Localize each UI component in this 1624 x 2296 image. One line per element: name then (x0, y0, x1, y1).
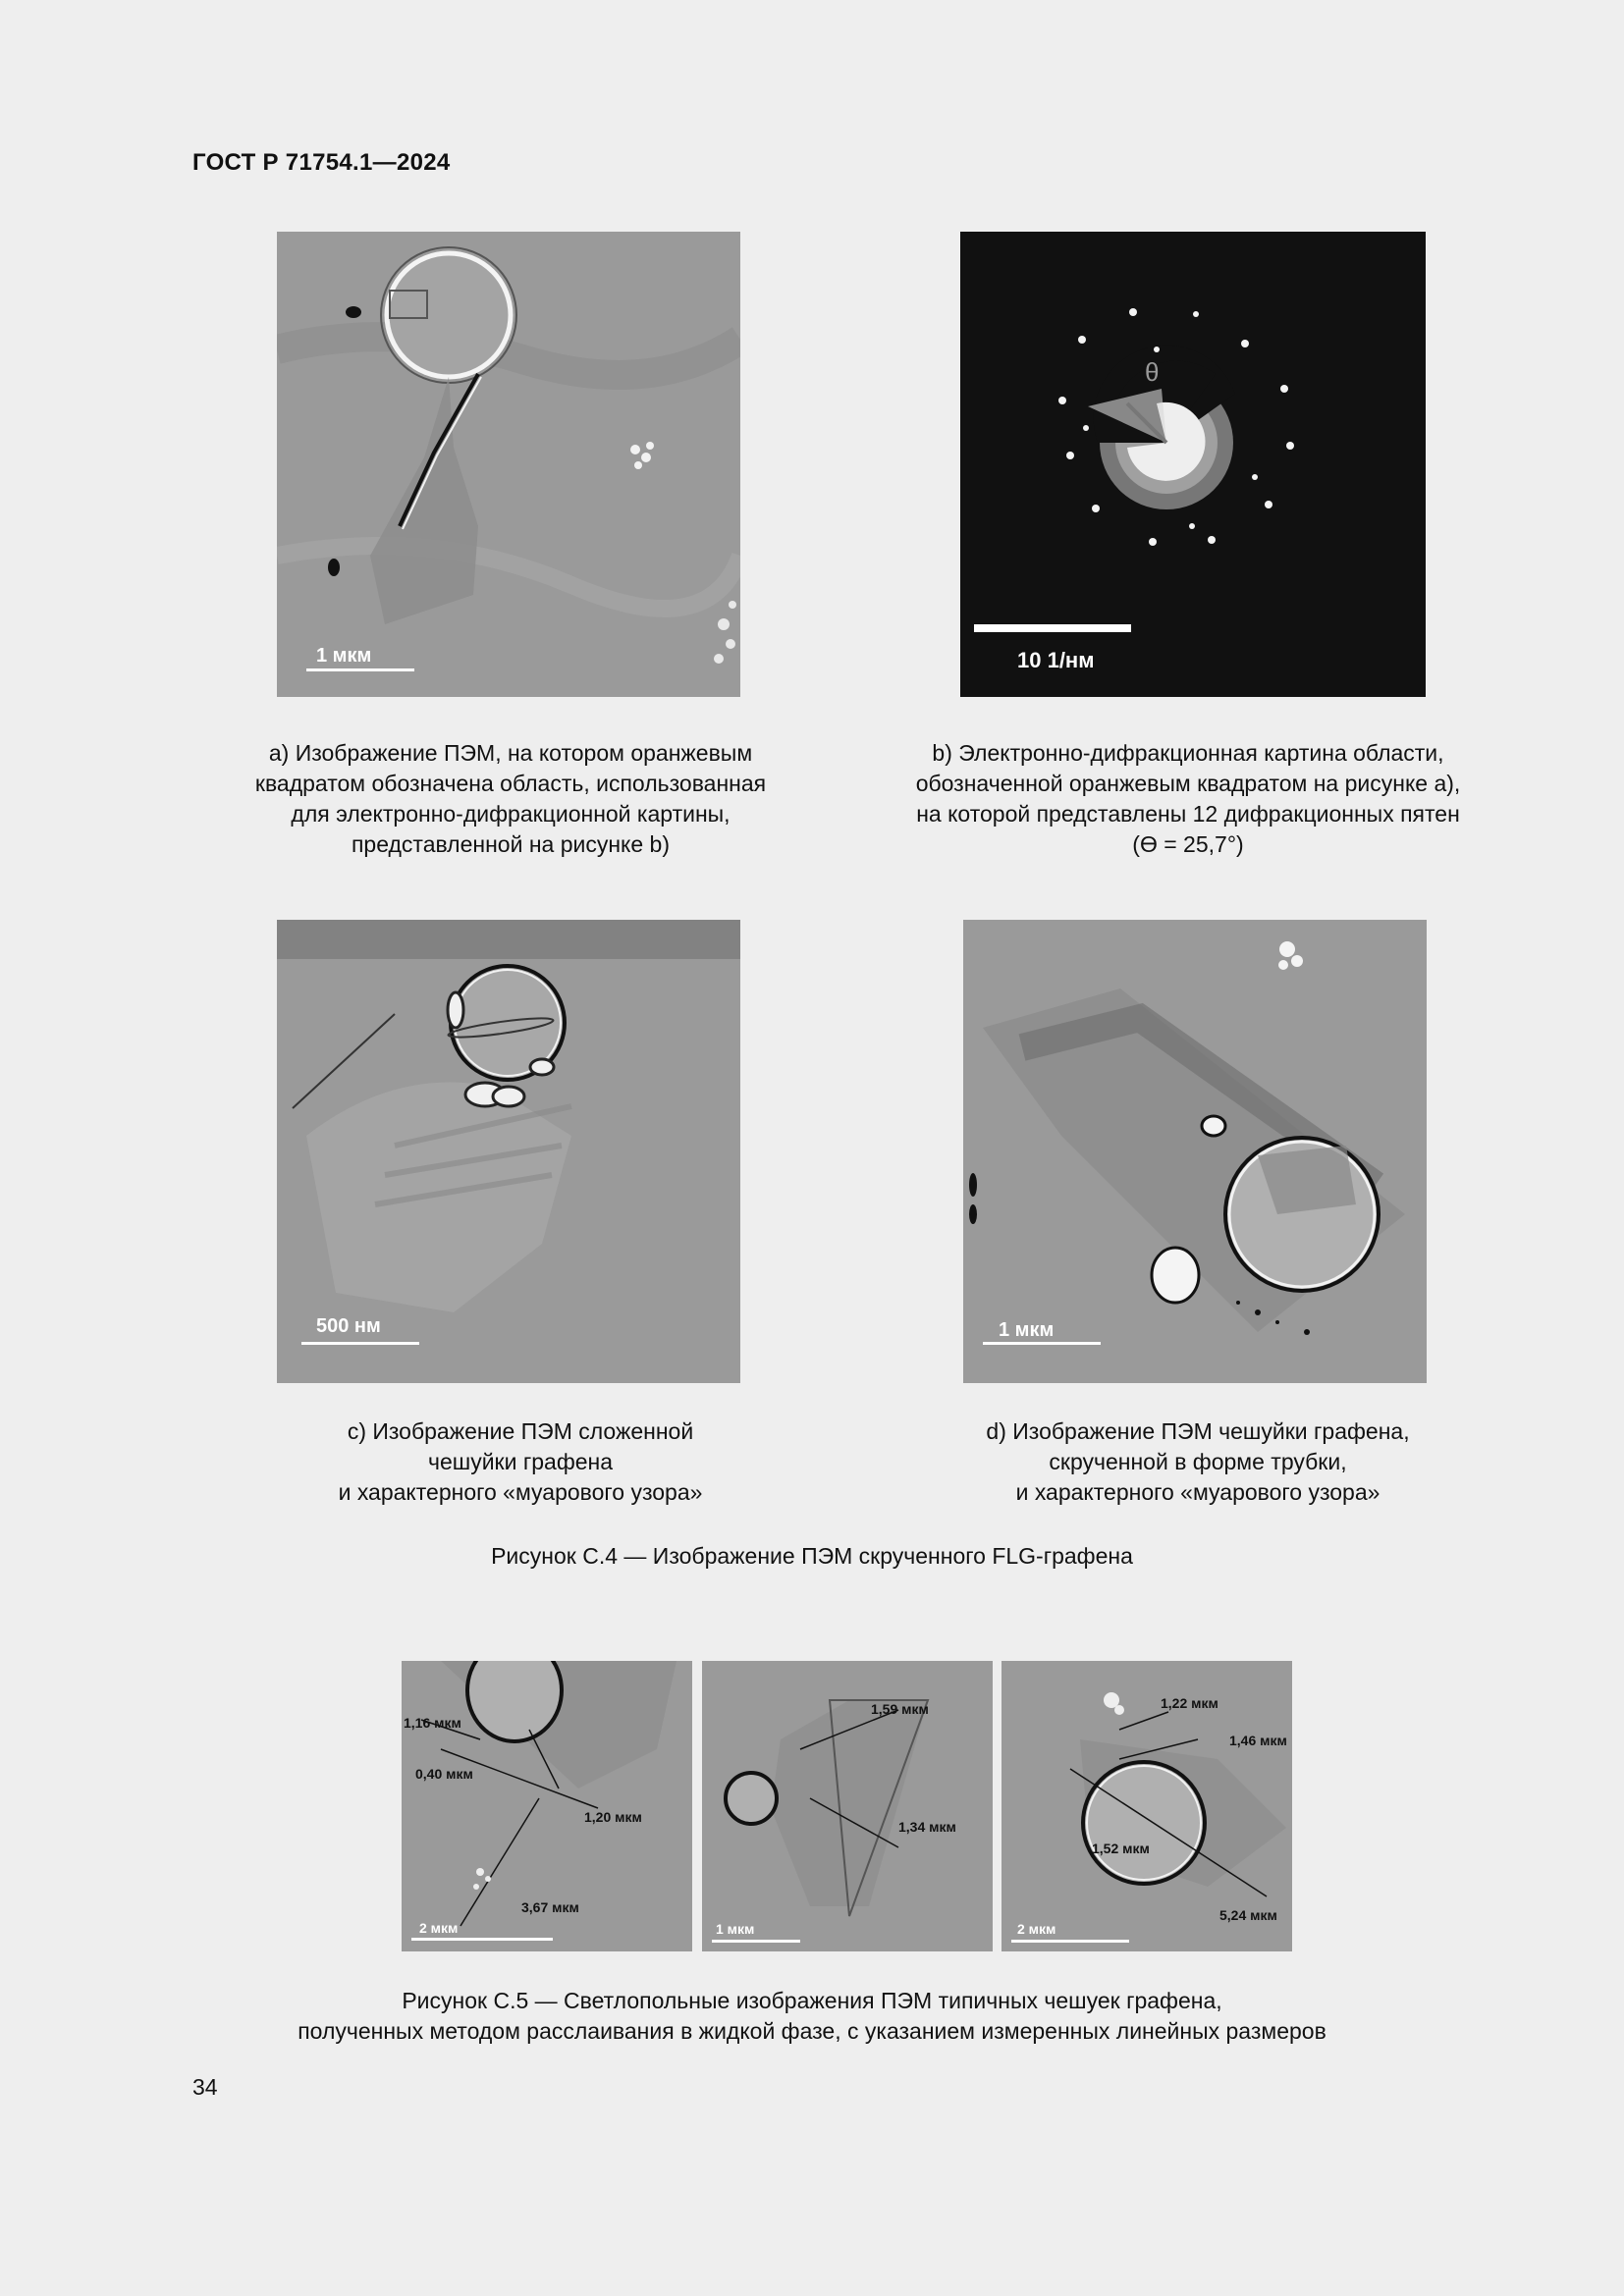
figure-c4-title: Рисунок С.4 — Изображение ПЭМ скрученного FLG-графена (491, 1543, 1133, 1569)
caption-panel-c: c) Изображение ПЭМ сложенной чешуйки графена и характерного «муарового узора» (338, 1418, 703, 1505)
c5-p2-measure-1: 1,59 мкм (871, 1701, 929, 1717)
scale-label-d: 1 мкм (999, 1319, 1055, 1341)
c5-p3-measure-4: 5,24 мкм (1219, 1907, 1277, 1923)
figure-c5-title: Рисунок С.5 — Светлопольные изображения ПЭМ типичных чешуек графена, полученных методом расслаивания в жидкой фазе, с указанием измеренных линейных размеров (298, 1988, 1326, 2044)
scale-label-b: 10 1/нм (1017, 648, 1095, 672)
document-header: ГОСТ Р 71754.1—2024 (192, 149, 451, 176)
tem-image-c5-panel-3 (1001, 1661, 1292, 1951)
caption-panel-b: b) Электронно-дифракционная картина области, обозначенной оранжевым квадратом на рисунке a), на которой представлены 12 дифракционных пятен (Ɵ = 25,7°) (915, 740, 1461, 857)
c5-p3-measure-3: 1,52 мкм (1092, 1841, 1150, 1856)
c5-p2-measure-2: 1,34 мкм (898, 1819, 956, 1835)
scale-label-c: 500 нм (316, 1315, 381, 1337)
c5-p1-measure-1: 1,16 мкм (404, 1715, 461, 1731)
tem-image-panel-c (277, 920, 740, 1383)
caption-panel-a: a) Изображение ПЭМ, на котором оранжевым квадратом обозначена область, использованная для электронно-дифракционной картины, представленной на рисунке b) (254, 740, 767, 857)
tem-image-panel-d (963, 920, 1427, 1383)
c5-scale-label-3: 2 мкм (1017, 1921, 1056, 1937)
tem-image-c5-panel-2 (702, 1661, 993, 1951)
c5-p1-measure-4: 3,67 мкм (521, 1899, 579, 1915)
c5-p3-measure-1: 1,22 мкм (1161, 1695, 1218, 1711)
c5-p3-measure-2: 1,46 мкм (1229, 1733, 1287, 1748)
c5-scale-label-2: 1 мкм (716, 1921, 755, 1937)
page-number: 34 (192, 2074, 218, 2100)
c5-p1-measure-3: 1,20 мкм (584, 1809, 642, 1825)
tem-image-panel-a (277, 232, 740, 697)
caption-panel-d: d) Изображение ПЭМ чешуйки графена, скрученной в форме трубки, и характерного «муарового узора» (986, 1418, 1410, 1505)
theta-label: θ (1145, 357, 1160, 387)
diffraction-image-panel-b (960, 232, 1426, 697)
c5-p1-measure-2: 0,40 мкм (415, 1766, 473, 1782)
scale-label-a: 1 мкм (316, 645, 372, 667)
tem-image-c5-panel-1 (402, 1661, 692, 1951)
c5-scale-label-1: 2 мкм (419, 1920, 459, 1936)
